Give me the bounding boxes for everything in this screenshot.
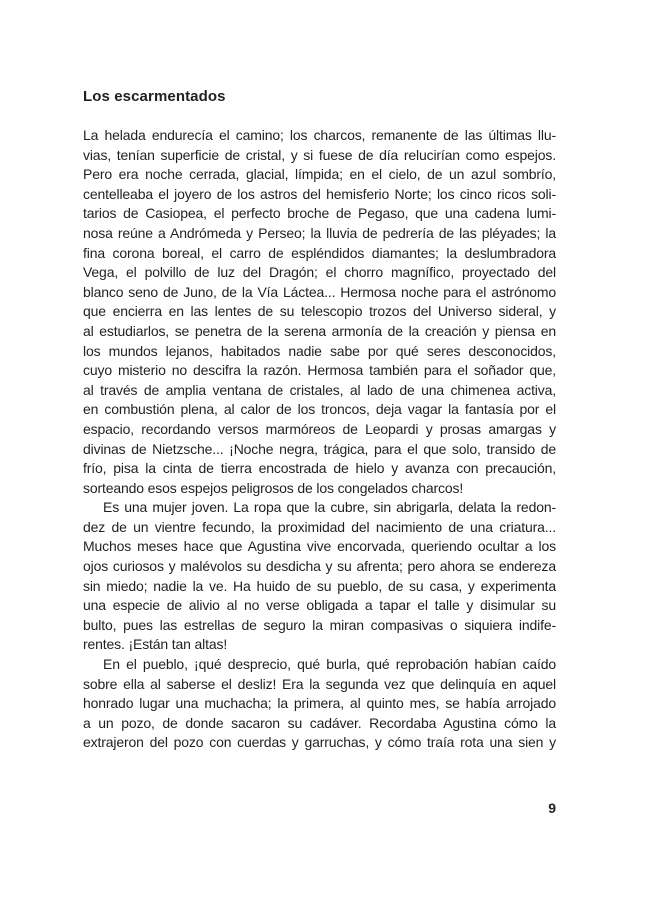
text-line: fina corona boreal, el carro de espléndidos diamantes; la deslumbradora <box>83 244 556 261</box>
text-line: una especie de alivio al no verse obligada a tapar el talle y disimular su <box>83 597 556 614</box>
text-line: dez de un vientre fecundo, la proximidad del nacimiento de una criatura... <box>83 518 556 535</box>
text-line: en combustión plena, al calor de los troncos, deja vagar la fantasía por el <box>83 401 556 418</box>
text-line: nosa reúne a Andrómeda y Perseo; la lluvia de pedrería de las pléyades; la <box>83 224 556 241</box>
text-line: blanco seno de Juno, de la Vía Láctea... Hermosa noche para el astrónomo <box>83 283 556 300</box>
text-line: tarios de Casiopea, el perfecto broche de Pegaso, que una cadena lumi- <box>83 205 556 222</box>
text-line: al través de amplia ventana de cristales, al lado de una chimenea activa, <box>83 381 556 398</box>
text-line: rentes. ¡Están tan altas! <box>83 636 228 653</box>
text-line: sobre ella al saberse el desliz! Era la segunda vez que delinquía en aquel <box>83 675 556 692</box>
text-line: Pero era noche cerrada, glacial, límpida; en el cielo, de un azul sombrío, <box>83 166 556 183</box>
chapter-title: Los escarmentados <box>83 88 226 105</box>
page-number: 9 <box>548 800 556 816</box>
text-line: Es una mujer joven. La ropa que la cubre, sin abrigarla, delata la redon- <box>103 499 556 516</box>
text-line: que encierra en las lentes de su telescopio trozos del Universo sideral, y <box>83 303 556 320</box>
text-line: bulto, pues las estrellas de seguro la miran compasivas o siquiera indife- <box>83 616 556 633</box>
text-line: cuyo misterio no descifra la razón. Hermosa también para el soñador que, <box>83 362 556 379</box>
text-line: En el pueblo, ¡qué desprecio, qué burla, qué reprobación habían caído <box>103 656 556 673</box>
text-line: sorteando esos espejos peligrosos de los congelados charcos! <box>83 479 464 496</box>
text-line: Vega, el polvillo de luz del Dragón; el chorro magnífico, proyectado del <box>83 264 556 281</box>
text-line: La helada endurecía el camino; los charcos, remanente de las últimas llu- <box>83 127 556 143</box>
body-text <box>83 126 556 753</box>
text-line: sin miedo; nadie la ve. Ha huido de su pueblo, de su casa, y experimenta <box>83 577 556 594</box>
text-line: extrajeron del pozo con cuerdas y garruchas, y cómo traía rota una sien y <box>83 734 556 751</box>
text-line: los mundos lejanos, habitados nadie sabe por qué seres desconocidos, <box>83 342 556 359</box>
text-line: frío, pisa la cinta de tierra encostrada de hielo y avanza con precaución, <box>83 460 556 477</box>
text-line: centelleaba el joyero de los astros del hemisferio Norte; los cinco ricos soli- <box>83 185 556 202</box>
text-line: divinas de Nietzsche... ¡Noche negra, trágica, para el que solo, transido de <box>83 440 556 457</box>
text-line: a un pozo, de donde sacaron su cadáver. Recordaba Agustina cómo la <box>83 714 556 731</box>
text-line: espacio, recordando versos marmóreos de Leopardi y prosas amargas y <box>83 420 556 437</box>
text-line: ojos curiosos y malévolos su desdicha y su afrenta; pero ahora se endereza <box>83 558 556 575</box>
text-line: al estudiarlos, se penetra de la serena armonía de la creación y piensa en <box>83 322 556 339</box>
text-line: Muchos meses hace que Agustina vive encorvada, queriendo ocultar a los <box>83 538 556 555</box>
text-line: honrado lugar una muchacha; la primera, al quinto mes, se había arrojado <box>83 695 556 712</box>
text-line: vias, tenían superficie de cristal, y si fuese de día relucirían como espejos. <box>83 146 556 163</box>
